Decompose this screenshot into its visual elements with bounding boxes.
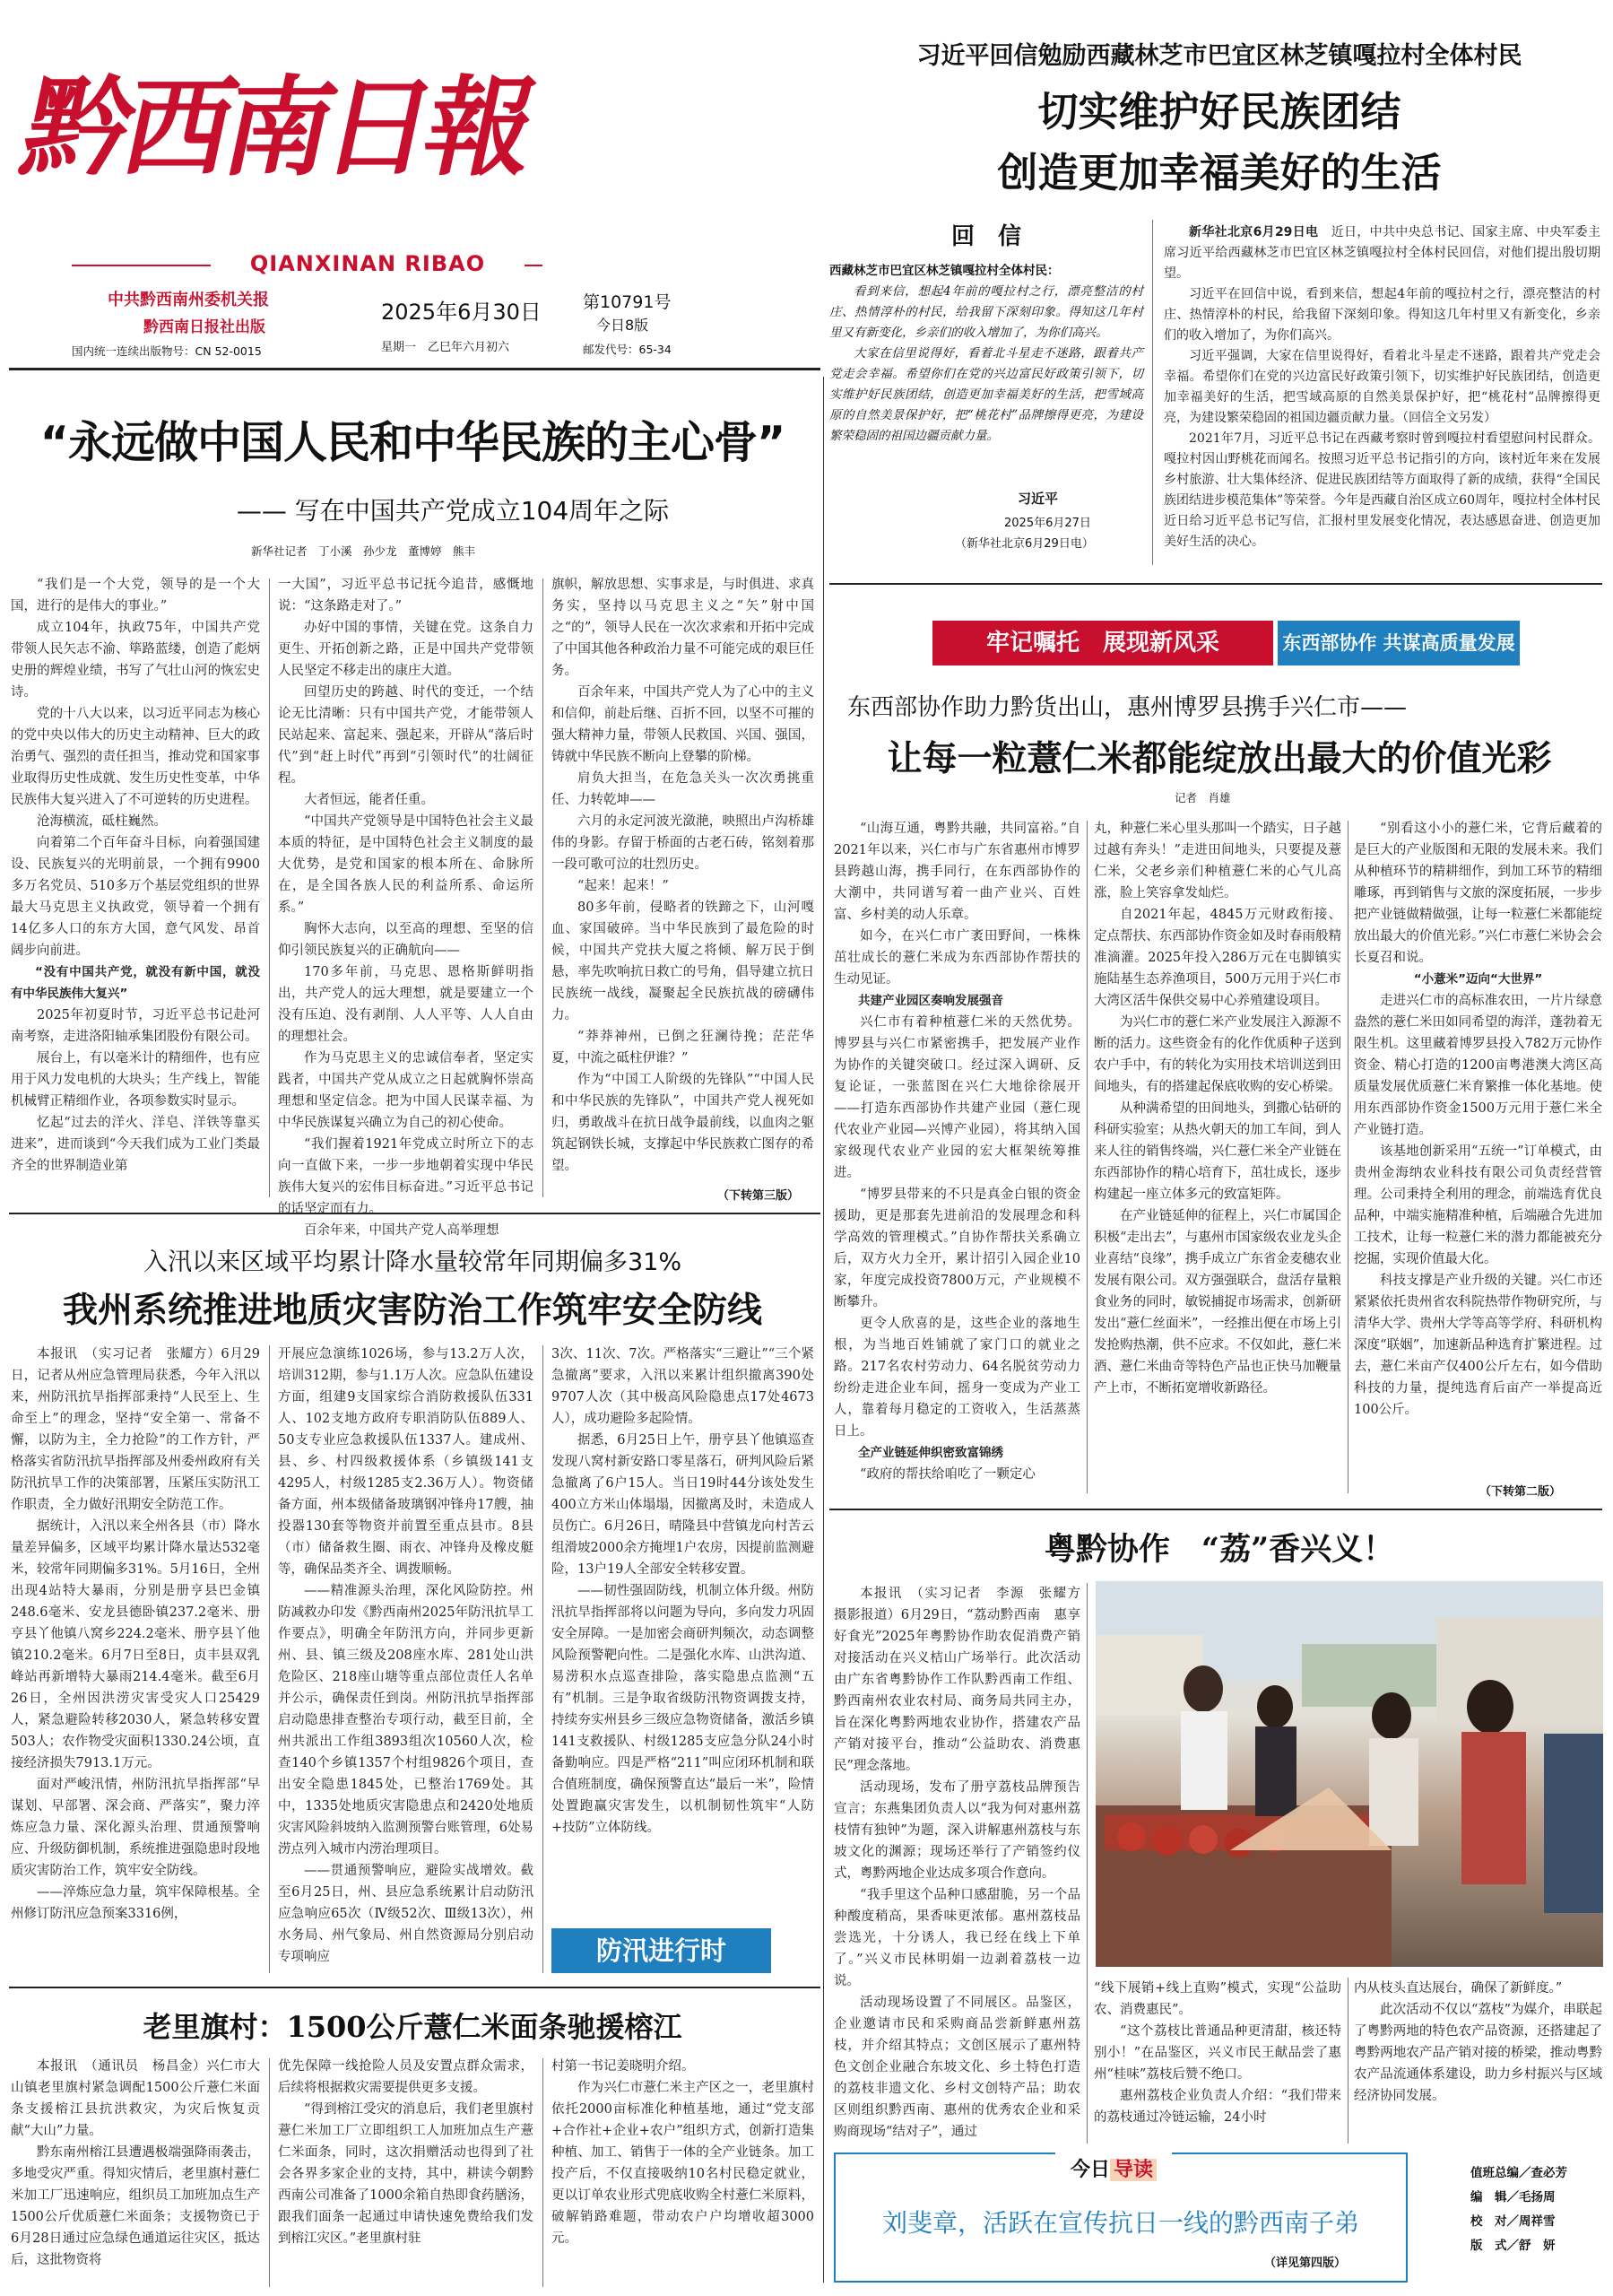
lead-dateline: 新华社北京6月29日电	[1189, 225, 1319, 239]
dis-c1-p3: 面对严峻汛情，州防汛抗旱指挥部“早谋划、早部署、深会商、严落实”，聚力淬炼应急力量、深化源头治理、贯通预警响应、升级防御机制，系统推进强隐患时段地质灾害防治工作，筑牢安全防线。	[11, 1778, 260, 1878]
east-west-column-2	[1094, 818, 1341, 1500]
feature-c2-p3: 回望历史的跨越、时代的变迁，一个结论无比清晰：只有中国共产党，才能带领人民站起来、富起来、强起来，开辟从“落后时代”到“赶上时代”再到“引领时代”的壮阔征程。	[278, 685, 533, 786]
lq-divider-1	[269, 2058, 270, 2287]
guide-label	[1055, 2152, 1172, 2188]
dis-c3-p2: 据悉，6月25日上午，册亨县丫他镇巡查发现八窝村新安路口零星落石，研判风险后紧急撤离了6户15人。当日19时44分该处发生400立方米山体塌塌，因撤离及时，未造成人员伤亡。6月26日，晴隆县中营镇龙向村苦云组滑坡2000余方掩埋1户农房，因提前监测避险，13户19人全部安全转移安置。	[551, 1433, 814, 1577]
lychee-photo	[1096, 1581, 1603, 1967]
feature-c1-p6: 2025年初夏时节，习近平总书记赴河南考察，走进洛阳轴承集团股份有限公司。	[11, 1008, 260, 1044]
east-west-banner-left: 牢记嘱托 展现新风采	[932, 621, 1273, 665]
feature-c2-p1: 一大国”，习近平总书记抚今追昔，感慨地说：“这条路走对了。”	[278, 578, 533, 613]
ew-c2-p3: 为兴仁市的薏仁米产业发展注入源源不断的活力。这些资金有的化作优质种子送到农户手中，有的转化为实用技术培训送到田间地头，有的搭建起保底收购的安心桥梁。	[1094, 1015, 1341, 1094]
lead-bottom-rule	[829, 583, 1602, 585]
lychee-headline: 粤黔协作 “荔”香兴义！	[1044, 1531, 1395, 1568]
lead-news-column	[1164, 222, 1600, 572]
lead-headline-1: 切实维护好民族团结	[1037, 88, 1401, 135]
org-line-2: 黔西南日报社出版	[143, 318, 265, 336]
letter-signature: 习近平	[1018, 491, 1059, 507]
feature-c2-p5: “中国共产党领导是中国特色社会主义最本质的特征，是中国特色社会主义制度的最大优势，是党和国家的根本所在、命脉所在，是全国各族人民的利益所系、命运所系。”	[278, 814, 533, 915]
feature-c2-p8: 作为马克思主义的忠诚信奉者，坚定实践者，中国共产党从成立之日起就胸怀崇高理想和坚定信念。把为中国人民谋幸福、为中华民族谋复兴确立为自己的初心使命。	[278, 1051, 533, 1130]
east-west-kicker: 东西部协作助力黔货出山，惠州博罗县携手兴仁市——	[847, 694, 1408, 721]
disaster-column-2	[278, 1344, 533, 1977]
dis-c2-p1: 开展应急演练1026场，参与13.2万人次，培训312期，参与1.1万人次。应急队伍建设方面，组建9支国家综合消防救援队伍331人、102支地方政府专职消防队伍889人、50支专业应急救援队伍1337人。建成州、县、乡、村四级救援体系（乡镇级141支4295人，村级1285支2.36万人）。物资储备方面，州本级储备玻璃钢冲锋舟17艘，抽投器130套等物资并前置至重点县市。8县（市）储备救生圈、雨衣、冲锋舟及橡皮艇等，确保品类齐全、调拨顺畅。	[278, 1347, 533, 1577]
feature-c1-subhead: “没有中国共产党，就没有新中国，就没有中华民族伟大复兴”	[11, 965, 260, 1001]
feature-c1-p8: 忆起“过去的洋火、洋皂、洋铁等靠买进来”，进而谈到“今天我们成为工业门类最齐全的世界制造业第	[11, 1116, 260, 1173]
feature-bottom-rule	[9, 1213, 820, 1214]
ly-c3-p1: 内从枝头直达展台，确保了新鲜度。”	[1354, 1981, 1563, 1996]
feature-headline: “永远做中国人民和中华民族的主心骨”	[39, 417, 785, 468]
staff-line-4: 版 式／舒 妍	[1470, 2239, 1556, 2253]
dis-c2-p2: ——精准源头治理，深化风险防控。州防减救办印发《黔西南州2025年防汛抗旱工作要点》，明确全年防汛方向，并同步更新州、县、镇三级及208座水库、281处山洪危险区、218座山塘等重点部位责任人名单并公示，确保责任到岗。州防汛抗旱指挥部启动隐患排查整治专项行动，截至目前，全州共派出工作组3893组次10560人次，检查140个乡镇1357个村组9826个项目，查出安全隐患1845处，已整治1769处。其中，1335处地质灾害隐患点和2420处地质灾害风险斜坡纳入监测预警台账管理，6处易涝点列入城市内涝治理项目。	[278, 1584, 533, 1857]
letter-body-2: 大家在信里说得好，看着北斗星走不迷路，跟着共产党走会幸福。希望你们在党的兴边富民好政策引领下，切实维护好民族团结，创造更加幸福美好的生活，把雪域高原的自然美景保护好，把“桃花村”品牌擦得更亮，为建设繁荣稳固的祖国边疆贡献力量。	[829, 346, 1143, 443]
feature-c2-p6: 胸怀大志向，以至高的理想、至坚的信仰引领民族复兴的正确航向——	[278, 922, 533, 958]
issue-number: 第10791号	[583, 292, 672, 312]
lq-c1-p1: 本报讯 （通讯员 杨昌金）兴仁市大山镇老里旗村紧急调配1500公斤薏仁米面条支援榕江县抗洪救灾，为灾后恢复贡献“大山”力量。	[11, 2059, 260, 2138]
feature-column-1	[11, 574, 260, 1202]
ew-c2-p4: 从种满希望的田间地头，到撒心钻研的科研实验室；从热火朝天的加工车间，到人来人往的销售终端，兴仁薏仁米全产业链在东西部协作的精心培育下，茁壮成长，逐步构建起一座立体多元的致富矩阵。	[1094, 1101, 1341, 1202]
dis-c1-p2: 据统计，入汛以来全州各县（市）降水量差异偏多，区域平均累计降水量达532毫米，较常年同期偏多31%。5月16日，全州出现4站特大暴雨，分别是册亨县巴金镇248.6毫米、安龙县德卧镇237.2毫米、册亨县丫他镇八窝乡224.2毫米、册亨县丫他镇210.2毫米。6月7日至8日，贞丰县双乳峰站再新增特大暴雨214.4毫米。截至6月26日，全州因洪涝灾害受灾人口25429人，紧急避险转移2030人，紧急转移安置503人；农作物受灾面积1330.24公顷，直接经济损失7913.1万元。	[11, 1519, 260, 1770]
lq-c2-p2: “得到榕江受灾的消息后，我们老里旗村薏仁米加工厂立即组织工人加班加点生产薏仁米面条，同时，这次捐赠活动也得到了社会各界多家企业的支持，其中，耕读今朝黔西南公司准备了1000余箱自热即食药膳汤，跟我们面条一起通过申请快速免费给我们发到榕江灾区。”老里旗村驻	[278, 2102, 533, 2246]
feature-c1-p3: 党的十八大以来，以习近平同志为核心的党中央以伟大的历史主动精神、巨大的政治勇气、强烈的责任担当，推动党和国家事业取得历史性成就、发生历史性变革，中华民族伟大复兴进入了不可逆转的历史进程。	[11, 707, 260, 807]
feature-column-3	[551, 574, 814, 1202]
east-west-byline: 记者 肖雄	[1175, 791, 1231, 804]
feature-c2-p2: 办好中国的事情，关键在党。这条自力更生、开拓创新之路，正是中国共产党带领人民坚定不移走出的康庄大道。	[278, 621, 533, 678]
dis-c3-p1: 3次、11次、7次。严格落实“三避让”“三个紧急撤离”要求，入汛以来累计组织撤离390处9707人次（其中极高风险隐患点17处4673人），成功避险多起险情。	[551, 1347, 814, 1426]
letter-divider	[1152, 220, 1153, 565]
feature-divider-1	[269, 578, 270, 1197]
lead-news-p1: 近日，中共中央总书记、国家主席、中央军委主席习近平给西藏林芝市巴宜区林芝镇嘎拉村全体村民回信，对他们提出殷切期望。	[1164, 225, 1601, 281]
dis-c2-p3: ——贯通预警响应，避险实战增效。截至6月25日，州、县应急系统累计启动防汛应急响应65次（Ⅳ级52次、Ⅲ级13次），州水务局、州气象局、州自然资源局分别启动专项响应	[278, 1864, 533, 1964]
staff-line-2: 编 辑／毛扬周	[1470, 2190, 1556, 2205]
feature-divider-2	[542, 578, 543, 1197]
dis-c1-p1: 本报讯 （实习记者 张耀方）6月29日，记者从州应急管理局获悉，今年入汛以来，州防汛抗旱指挥部秉持“人民至上、生命至上”的理念，坚持“安全第一、常备不懈，以防为主，全力抢险”的工作方针，严格落实省防汛抗旱指挥部及州委州政府有关防汛抗旱工作的决策部署，压紧压实防汛工作职责，全力做好汛期安全防范工作。	[11, 1347, 260, 1512]
feature-c2-p10: 百余年来，中国共产党人高举理想	[304, 1223, 499, 1238]
ly-c1-p3: “我手里这个品种口感甜脆，另一个品种酸度稍高，果香味更浓郁。惠州荔枝品尝选光，十分诱人，我已经在线上下单了。”兴义市民林明娟一边剥着荔枝一边说。	[834, 1888, 1080, 1988]
ew-c1-p5: 更令人欣喜的是，这些企业的落地生根，为当地百姓铺就了家门口的就业之路。217名农村劳动力、64名脱贫劳动力纷纷走进企业车间，摇身一变成为产业工人，靠着每月稳定的工资收入，生活蒸蒸日上。	[834, 1317, 1080, 1439]
east-west-continued[interactable]: （下转第二版）	[1479, 1482, 1561, 1499]
ew-c2-p1: 丸，种薏仁米心里头那叫一个踏实，日子越过越有奔头！”走进田间地头，只要提及薏仁米，父老乡亲们种植薏仁米的心气儿高涨，脸上笑容拿发灿烂。	[1094, 822, 1341, 900]
lychee-column-2	[1094, 1978, 1341, 2144]
feature-c3-p5: “起来！起来！”	[577, 879, 669, 893]
disaster-column-1	[11, 1344, 260, 1977]
dis-c1-p4: ——淬炼应急力量，筑牢保障根基。全州修订防汛应急预案3316例，	[11, 1885, 260, 1921]
lq-c3-p2: 作为兴仁市薏仁米主产区之一，老里旗村依托2000亩标准化种植基地，通过“党支部+合作社+企业+农户”组织方式，创新打造集种植、加工、销售于一体的全产业链条。加工投产后，不仅直接吸纳10名村民稳定就业，更以订单农业形式兜底收购全村薏仁米原料，破解销路难题，带动农户户均增收超3000元。	[551, 2081, 814, 2246]
ew-c1-p2: 如今，在兴仁市广袤田野间，一株株茁壮成长的薏仁米成为东西部协作帮扶的生动见证。	[834, 929, 1080, 987]
lead-kicker: 习近平回信勉励西藏林芝市巴宜区林芝镇嘎拉村全体村民	[916, 42, 1522, 70]
feature-c3-p1: 旗帜，解放思想、实事求是，与时俱进、求真务实，坚持以马克思主义之“矢”射中国之“的”，领导人民在一次次求索和开拓中完成了中国其他各种政治力量不可能完成的艰巨任务。	[551, 578, 814, 678]
masthead-pinyin-rule-left	[72, 265, 211, 266]
ew-c2-p5: 在产业链延伸的征程上，兴仁市属国企积极“走出去”，与惠州市国家级农业龙头企业喜结“良缘”，携手成立广东省金麦穗农业发展有限公司。双方强强联合，盘活存量粮食业务的同时，敏锐捕捉市场需求，创新研发出“薏仁丝面米”，一经推出便在市场上引发抢购热潮，供不应求。不仅如此，薏仁米酒、薏仁米曲奇等特色产品也正快马加鞭量产上市，不断拓宽增收新路径。	[1094, 1209, 1341, 1396]
lead-news-p3: 习近平强调，大家在信里说得好，看着北斗星走不迷路，跟着共产党走会幸福。希望你们在党的兴边富民好政策引领下，切实维护好民族团结，创造更加幸福美好的生活，把雪域高原的自然美景保护好，把“桃花村”品牌擦得更亮，为建设繁荣稳固的祖国边疆贡献力量。（回信全文另发）	[1164, 349, 1600, 425]
letter-source: （新华社北京6月29日电）	[955, 537, 1094, 551]
east-west-column-1	[834, 818, 1080, 1500]
letter-title: 回 信	[950, 223, 1021, 250]
feature-c2-p4: 大者恒远，能者任重。	[304, 793, 434, 807]
ly-c1-p1: 本报讯 （实习记者 李源 张耀方 摄影报道）6月29日，“荔动黔西南 惠享好食光”2025年粤黔协作助农促消费产销对接活动在兴义桔山广场举行。此次活动由广东省粤黔协作工作队黔西南工作组、黔西南州农业农村局、商务局共同主办，旨在深化粤黔两地农业协作，搭建农产品产销对接平台，推动“公益助农、消费惠民”理念落地。	[834, 1587, 1094, 1773]
letter-body-1: 看到来信，想起4年前的嘎拉村之行，漂亮整洁的村庄、热情淳朴的村民，给我留下深刻印象。得知这几年村里又有新变化，乡亲们的收入增加了，为你们高兴。	[829, 284, 1143, 340]
letter-date: 2025年6月27日	[1004, 517, 1091, 530]
masthead-logo	[12, 16, 542, 240]
ew-c1-p6: “政府的帮扶给咱吃了一颗定心	[860, 1467, 1036, 1482]
ew-c3-p3: 该基地创新采用“五统一”订单模式，由贵州金海纳农业科技有限公司负责经营管理。公司秉持全利用的理念，前端选育优良品种，中端实施精准种植，后端融合先进加工技术，让每一粒薏仁米的潜力都能被充分挖掘，实现价值最大化。	[1354, 1144, 1602, 1266]
disaster-headline: 我州系统推进地质灾害防治工作筑牢安全防线	[62, 1290, 762, 1331]
laoliqi-column-3	[551, 2056, 814, 2289]
ew-c3-p2: 走进兴仁市的高标准农田，一片片绿意盎然的薏仁米田如同希望的海洋，蓬勃着无限生机。这里藏着博罗县投入782万元协作资金、精心打造的1200亩粤港澳大湾区高质量发展优质薏仁米育繁推一体化基地。使用东西部协作资金1500万元用于薏仁米全产业链打造。	[1354, 994, 1602, 1137]
ew-c1-p4: “博罗县带来的不只是真金白银的资金援助，更是那套先进前沿的发展理念和科学高效的管理模式。”自协作帮扶关系确立后，双方火力全开，累计招引入园企业10家，年度完成投资7800万元，产业规模不断攀升。	[834, 1187, 1080, 1309]
lychee-photo-illustration	[1096, 1581, 1603, 1967]
lead-news-p4: 2021年7月，习近平总书记在西藏考察时曾到嘎拉村看望慰问村民群众。嘎拉村因山野桃花而闻名。按照习近平总书记指引的方向，该村近年来在发展乡村旅游、壮大集体经济、促进民族团结等方面取得了新的成绩，获得“全国民族团结进步模范集体”等荣誉。今年是西藏自治区成立60周年，嘎拉村全体村民近日给习近平总书记写信，汇报村里发展变化情况，表达感恩奋进、创造更加美好生活的决心。	[1164, 431, 1600, 549]
ly-c2-p1: “线下展销+线上直购”模式，实现“公益助农、消费惠民”。	[1094, 1981, 1341, 2017]
feature-c1-p1: “我们是一个大党，领导的是一个大国，进行的是伟大的事业。”	[11, 578, 260, 613]
disaster-bottom-rule	[9, 1987, 820, 1988]
masthead-pinyin: QIANXINAN RIBAO	[249, 251, 486, 276]
ly-c3-p2: 此次活动不仅以“荔枝”为媒介，串联起了粤黔两地的特色农产品资源，还搭建起了粤黔两地农产品产销对接的桥梁，推动粤黔农产品流通体系建设，助力乡村振兴与区域经济协同发展。	[1354, 2003, 1602, 2103]
feature-c3-p6: 80多年前，侵略者的铁蹄之下，山河嘎血、家国破碎。当中华民族到了最危险的时候，中国共产党扶大厦之将倾、解万民于倒悬，率先吹响抗日救亡的号角，倡导建立抗日民族统一战线，凝聚起全民族抗战的磅礴伟力。	[551, 900, 814, 1022]
laoliqi-column-2	[278, 2056, 533, 2289]
ew-c2-p2: 自2021年起，4845万元财政衔接、定点帮扶、东西部协作资金如及时春雨般精准滴灌。2025年投入286万元在屯脚镇实施陆基生态养渔项目，500万元用于兴仁市大湾区活牛保供交易中心养殖建设项目。	[1094, 908, 1341, 1008]
feature-c1-p2: 成立104年，执政75年，中国共产党带领人民矢志不渝、筚路蓝缕，创造了彪炳史册的辉煌业绩，书写了气壮山河的恢宏史诗。	[11, 621, 260, 700]
guide-label-suffix: 导读	[1110, 2159, 1157, 2181]
issue-date: 2025年6月30日	[381, 300, 542, 325]
lychee-column-1	[834, 1583, 1094, 2144]
feature-c1-p4: 沧海横流，砥柱巍然。	[37, 814, 167, 829]
cn-code: 国内统一连续出版物号：CN 52-0015	[72, 344, 262, 358]
ew-c1-p3: 兴仁市有着种植薏仁米的天然优势。博罗县与兴仁市紧密携手，把发展产业作为协作的关键突破口。经过深入调研、反复论证，一张蓝图在兴仁大地徐徐展开——打造东西部协作共建产业园（薏仁现代农业产业园—兴博产业园），将其纳入国家级现代农业产业园的宏大框架统筹推进。	[834, 1015, 1080, 1180]
guide-label-prefix: 今日	[1070, 2159, 1110, 2181]
letter-box	[829, 211, 1143, 570]
feature-column-2	[278, 574, 533, 1238]
feature-c1-p5: 向着第二个百年奋斗目标，向着强国建设、民族复兴的光明前景，一个拥有9900多万名党员、510多万个基层党组织的世界最大马克思主义执政党，领导着一个拥有14亿多人口的东方大国，意气风发、昂首阔步向前进。	[11, 836, 260, 958]
lead-news-p2: 习近平在回信中说，看到来信，想起4年前的嘎拉村之行，漂亮整洁的村庄、热情淳朴的村民，给我留下深刻印象。得知这几年村里又有新变化，乡亲们的收入增加了，为你们高兴。	[1164, 287, 1600, 343]
ly-c1-p4: 活动现场设置了不同展区。品鉴区，企业邀请市民和采购商品尝新鲜惠州荔枝，并介绍其特点；文创区展示了惠州特色文创企业融合东坡文化、乡土特色打造的荔枝非遗文化、乡村文创特产品；助农区则组织黔西南、惠州的优秀农企业和采购商现场“结对子”，通过	[834, 1996, 1080, 2139]
masthead-pinyin-rule-right	[525, 265, 542, 266]
disaster-kicker: 入汛以来区域平均累计降水量较常年同期偏多31%	[143, 1248, 681, 1276]
dis-divider-1	[269, 1345, 270, 1973]
org-line-1: 中共黔西南州委机关报	[108, 291, 269, 309]
dis-c3-p3: ——韧性强固防线，机制立体升级。州防汛抗旱指挥部将以问题为导向，多向发力巩固安全屏障。一是加密会商研判频次，动态调整风险预警靶向性。二是强化水库、山洪沟道、易涝积水点巡查排险，落实隐患点监测“五有”机制。三是争取省级防汛物资调拨支持，持续夯实州县乡三级应急物资储备，激活乡镇141支救援队、村级1285支应急分队24小时备勤响应。四是严格“211”叫应闭环机制和联合值班制度，确保预警直达“最后一米”，险情处置跑赢灾害发生，以机制韧性筑牢“人防+技防”立体防线。	[551, 1584, 814, 1835]
ly-divider-1	[1087, 1583, 1088, 2144]
laoliqi-headline: 老里旗村：1500公斤薏仁米面条驰援榕江	[143, 2010, 682, 2044]
east-west-bottom-rule	[829, 1509, 1602, 1510]
masthead-title: 黔西南日報	[12, 65, 542, 191]
feature-c3-p7: “莽莽神州，已倒之狂澜待挽；茫茫华夏，中流之砥柱伊谁？”	[551, 1030, 814, 1065]
ew-divider-2	[1348, 821, 1349, 1493]
dis-divider-2	[542, 1345, 543, 1973]
ly-c1-p2: 活动现场，发布了册亨荔枝品牌预告宣言；东燕集团负责人以“我为何对惠州荔枝情有独钟”为题，深入讲解惠州荔枝与东坡文化的渊源；现场还举行了产销签约仪式，粤黔两地企业达成多项合作意向。	[834, 1780, 1080, 1881]
page-count: 今日8版	[596, 317, 649, 334]
laoliqi-column-1	[11, 2056, 260, 2289]
east-west-column-3	[1354, 818, 1602, 1500]
ew-c3-subhead: “小薏米”迈向“大世界”	[1413, 972, 1543, 987]
lq-c2-p1: 优先保障一线抢险人员及安置点群众需求，后续将根据救灾需要提供更多支援。	[278, 2059, 533, 2095]
feature-c3-p3: 肩负大担当，在危急关头一次次勇挑重任、力转乾坤——	[551, 771, 814, 807]
guide-ref[interactable]: （详见第四版）	[1264, 2257, 1347, 2270]
feature-c3-p4: 六月的永定河波光潋滟，映照出卢沟桥雄伟的身影。存留于桥面的古老石砖，铭刻着那一段可歌可泣的壮烈历史。	[551, 814, 814, 872]
feature-c3-p8: 作为“中国工人阶级的先锋队”“中国人民和中华民族的先锋队”，中国共产党人视死如归，勇敢战斗在抗日战争最前线，以血肉之躯筑起钢铁长城，支撑起中华民族救亡图存的希望。	[551, 1073, 814, 1173]
staff-line-3: 校 对／周祥雪	[1470, 2214, 1556, 2229]
guide-headline[interactable]: 刘斐章，活跃在宣传抗日一线的黔西南子弟	[881, 2208, 1359, 2238]
disaster-column-3	[551, 1344, 814, 1918]
staff-line-1: 值班总编／查必芳	[1470, 2166, 1567, 2180]
staff-box	[1470, 2161, 1600, 2258]
ew-c3-p1: “别看这小小的薏仁米，它背后藏着的是巨大的产业版图和无限的发展未来。我们从种植环节的精耕细作，到加工环节的精细雕琢，再到销售与文旅的深度拓展，一步步把产业链做精做强，让每一粒薏仁米都能绽放出最大的价值光彩。”兴仁市薏仁米协会会长夏召和说。	[1354, 822, 1602, 965]
main-divider-top	[823, 377, 824, 2283]
ew-divider-1	[1087, 821, 1088, 1493]
east-west-banner-right: 东西部协作 共谋高质量发展	[1278, 621, 1520, 665]
masthead-bottom-rule	[9, 368, 820, 370]
ew-c3-p4: 科技支撑是产业升级的关键。兴仁市还紧紧依托贵州省农科院热带作物研究所，与清华大学、贵州大学等高等学府、科研机构深度“联姻”，加速新品种选育扩繁进程。过去，薏仁米亩产仅400公斤左右，如今借助科技的力量，提纯选育后亩产一举提高近100公斤。	[1354, 1274, 1602, 1417]
feature-c2-p7: 170多年前，马克思、恩格斯鲜明指出，共产党人的远大理想，就是要建立一个没有压迫、没有剥削、人人平等、人人自由的理想社会。	[278, 965, 533, 1044]
postal-code: 邮发代号：65-34	[583, 343, 672, 356]
feature-c2-p9: “我们握着1921年党成立时所立下的志向一直做下来，一步一步地朝着实现中华民族伟大复兴的宏伟目标奋进。”习近平总书记的话坚定而有力。	[278, 1137, 533, 1216]
ly-c2-p3: 惠州荔枝企业负责人介绍：“我们带来的荔枝通过冷链运输，24小时	[1094, 2089, 1341, 2125]
feature-continued[interactable]: （下转第三版）	[717, 1186, 799, 1203]
lead-headline-2: 创造更加幸福美好的生活	[997, 149, 1442, 196]
ew-c1-subhead-1: 共建产业园区奏响发展强音	[858, 994, 1003, 1008]
guide-box[interactable]	[834, 2152, 1408, 2283]
ew-c1-subhead-2: 全产业链延伸织密致富锦绣	[858, 1446, 1003, 1460]
ly-c2-p2: “这个荔枝比普通品种更清甜，核还特别小！”在品鉴区，兴义市民王献品尝了惠州“桂味”荔枝后赞不绝口。	[1094, 2024, 1341, 2082]
ew-c1-p1: “山海互通，粤黔共融，共同富裕。”自2021年以来，兴仁市与广东省惠州市博罗县跨越山海，携手同行，在东西部协作的大潮中，共同谱写着一曲产业兴、百姓富、乡村美的动人乐章。	[834, 822, 1080, 922]
feature-c1-p7: 展台上，有以毫米计的精细件，也有应用于风力发电机的大块头；生产线上，智能机械臂正精细作业，各项参数实时显示。	[11, 1051, 260, 1109]
lychee-column-3	[1354, 1978, 1602, 2144]
lq-divider-2	[542, 2058, 543, 2287]
letter-salutation: 西藏林芝市巴宜区林芝镇嘎拉村全体村民：	[829, 264, 1060, 278]
issue-weekday: 星期一 乙巳年六月初六	[381, 341, 510, 354]
lq-c3-p1: 村第一书记姜晓明介绍。	[551, 2059, 695, 2074]
feature-c3-p2: 百余年来，中国共产党人为了心中的主义和信仰，前赴后继、百折不回，以坚不可摧的强大精神力量，带领人民救国、兴国、强国，铸就中华民族不断向上登攀的阶梯。	[551, 685, 814, 764]
disaster-banner: 防汛进行时	[551, 1928, 771, 1973]
feature-byline: 新华社记者 丁小溪 孙少龙 董博婷 熊丰	[251, 544, 476, 558]
east-west-headline: 让每一粒薏仁米都能绽放出最大的价值光彩	[887, 738, 1552, 779]
ly-divider-2	[1348, 1978, 1349, 2144]
lq-c1-p2: 黔东南州榕江县遭遇极端强降雨袭击，多地受灾严重。得知灾情后，老里旗村薏仁米加工厂迅速响应，组织员工加班加点生产1500公斤优质薏仁米面条；支援物资已于6月28日通过应急绿色通道运往灾区，抵达后，这批物资将	[11, 2145, 260, 2267]
feature-subhead: —— 写在中国共产党成立104周年之际	[236, 496, 670, 526]
